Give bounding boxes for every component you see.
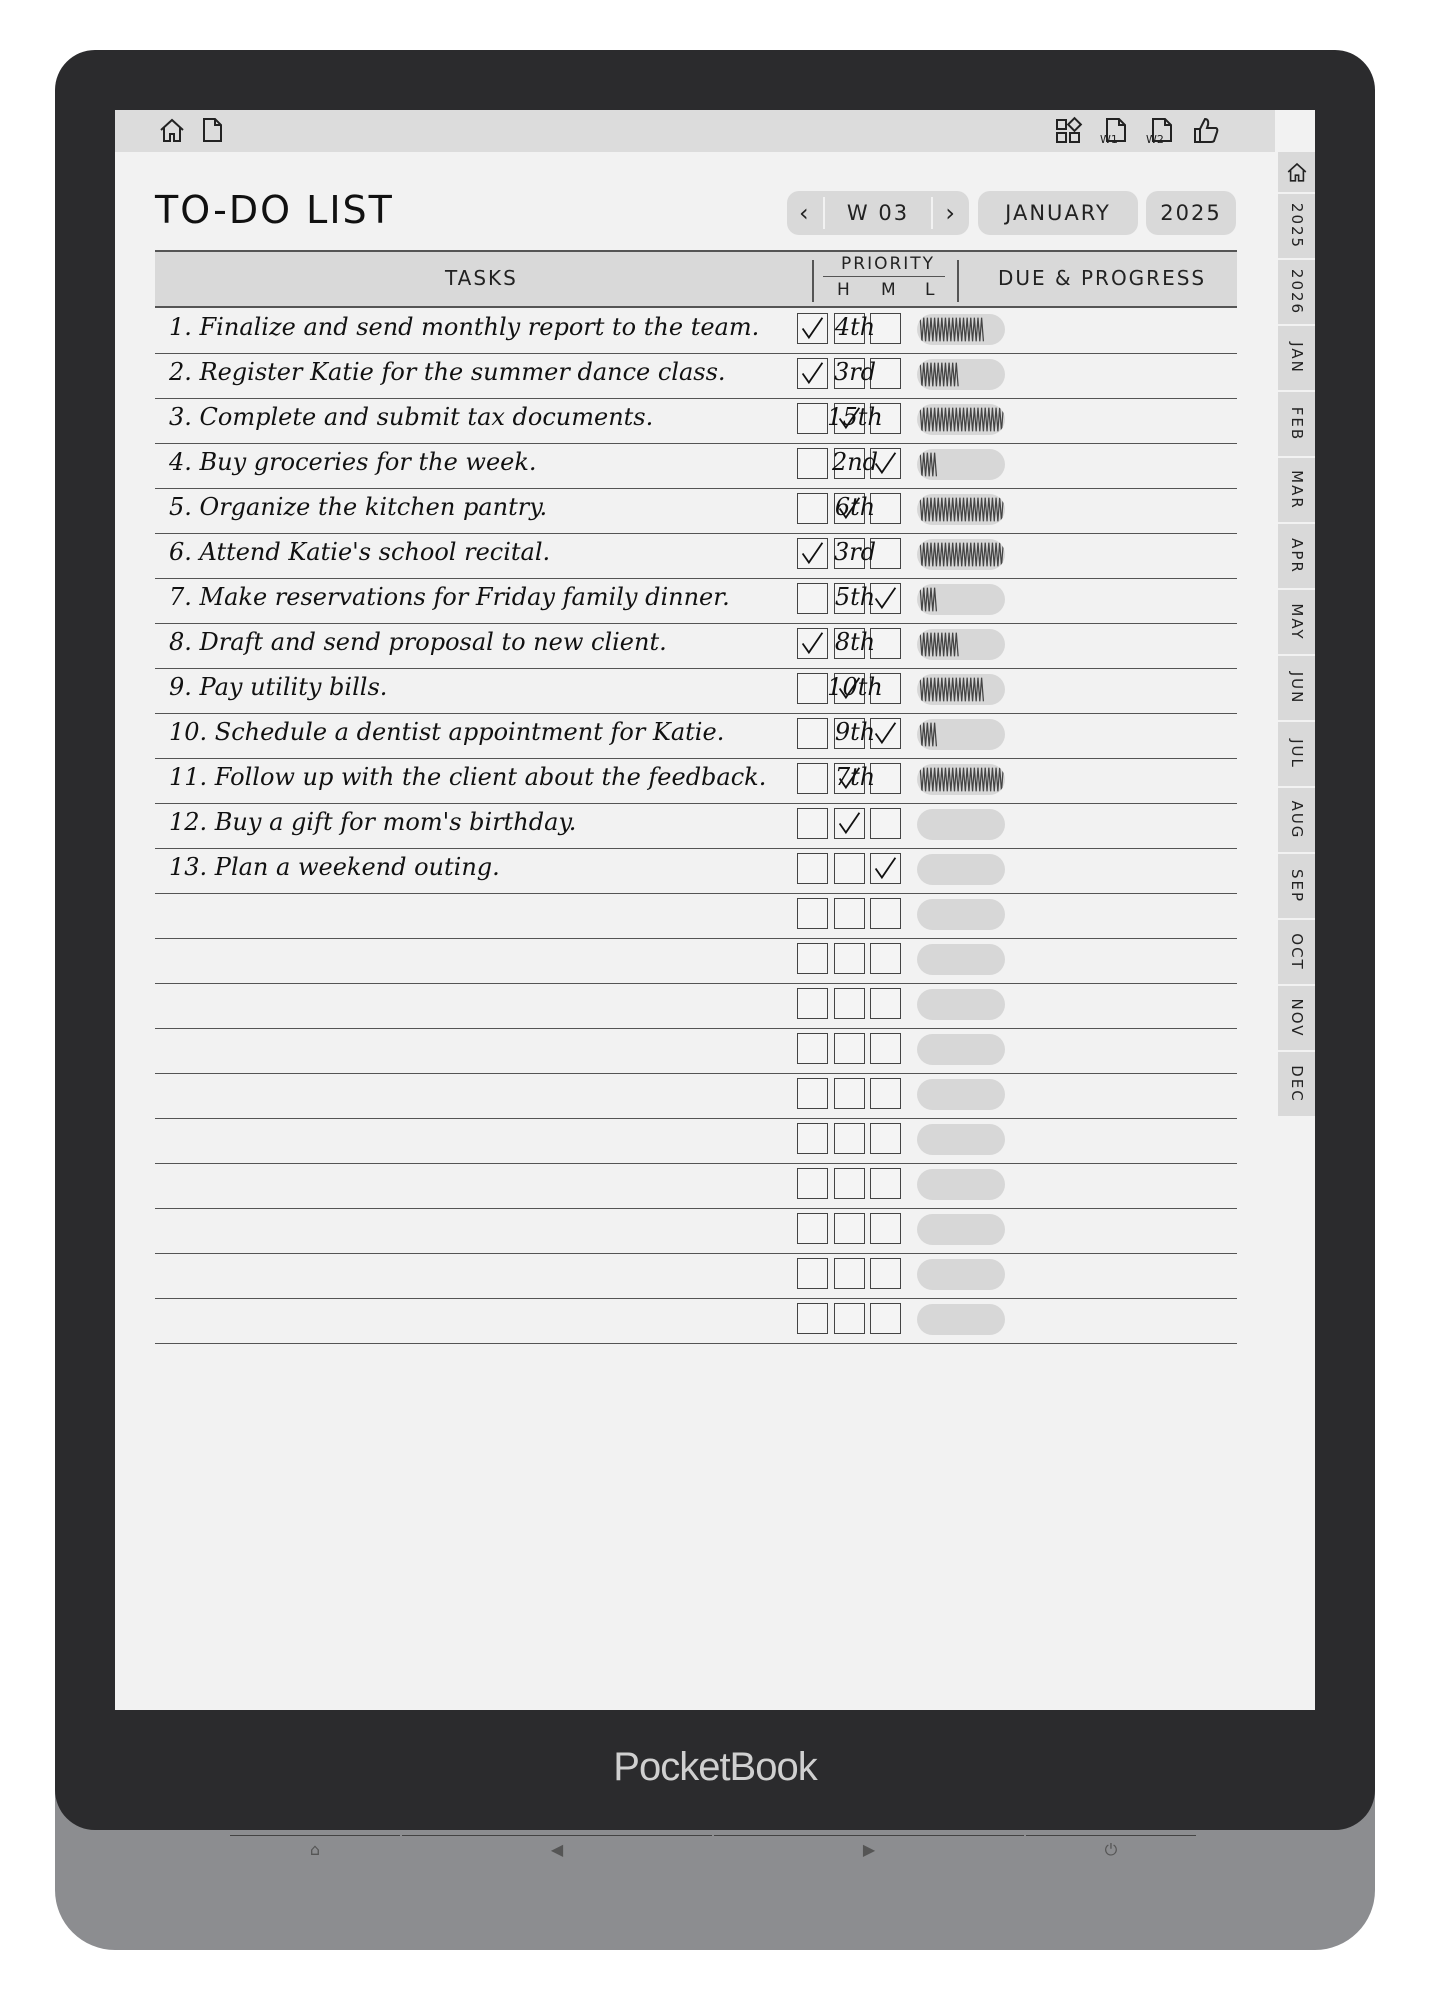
- thumbs-up-icon[interactable]: [1191, 115, 1221, 145]
- task-text[interactable]: 2. Register Katie for the summer dance class.: [169, 358, 726, 386]
- priority-l-checkbox[interactable]: [870, 943, 901, 974]
- table-row: [155, 983, 1237, 1029]
- priority-m-checkbox[interactable]: [834, 1303, 865, 1334]
- side-tab-label: MAY: [1287, 603, 1306, 641]
- priority-h-checkbox[interactable]: [797, 853, 828, 884]
- progress-fill: [917, 764, 1005, 795]
- due-progress-column-header: DUE & PROGRESS: [998, 266, 1207, 290]
- progress-bar[interactable]: [917, 1079, 1005, 1110]
- side-tab-label: FEB: [1287, 406, 1306, 442]
- priority-h-checkbox[interactable]: [797, 1078, 828, 1109]
- svg-text:W1: W1: [1100, 133, 1118, 145]
- table-row: [155, 893, 1237, 939]
- table-row: [155, 623, 1237, 669]
- side-tab-label: DEC: [1287, 1065, 1306, 1103]
- task-text[interactable]: 11. Follow up with the client about the feedback.: [169, 763, 767, 791]
- due-date[interactable]: 10th: [827, 673, 883, 701]
- due-date[interactable]: 3rd: [833, 358, 877, 386]
- progress-fill: [917, 629, 961, 660]
- hw-next-button[interactable]: ▶: [714, 1835, 1024, 1872]
- side-tab-bar: [1278, 152, 1315, 1710]
- week1-icon[interactable]: [1099, 115, 1129, 145]
- side-tab-label: JUN: [1287, 671, 1306, 705]
- progress-fill: [917, 674, 985, 705]
- task-text[interactable]: 10. Schedule a dentist appointment for Katie.: [169, 718, 725, 746]
- due-date[interactable]: 15th: [827, 403, 883, 431]
- progress-bar[interactable]: [917, 944, 1005, 975]
- table-row: [155, 1118, 1237, 1164]
- table-row: [155, 668, 1237, 714]
- priority-l-checkbox[interactable]: [870, 1168, 901, 1199]
- progress-fill: [917, 359, 961, 390]
- priority-m-checkbox[interactable]: [834, 1213, 865, 1244]
- prev-week-arrow-icon[interactable]: ‹: [799, 199, 811, 227]
- side-tab-nov[interactable]: [1278, 986, 1315, 1052]
- task-text[interactable]: 13. Plan a weekend outing.: [169, 853, 500, 881]
- priority-h-checkbox[interactable]: [797, 808, 828, 839]
- tasks-column-header: TASKS: [445, 266, 518, 290]
- side-tab-label: NOV: [1287, 998, 1306, 1038]
- side-tab-label: APR: [1287, 538, 1306, 574]
- week2-icon[interactable]: [1145, 115, 1175, 145]
- progress-bar[interactable]: [917, 1169, 1005, 1200]
- table-row: [155, 1028, 1237, 1074]
- progress-bar[interactable]: [917, 584, 1005, 615]
- divider: [931, 197, 933, 229]
- divider: [823, 276, 945, 277]
- week-label[interactable]: W 03: [846, 201, 910, 225]
- priority-l-checkbox[interactable]: [870, 988, 901, 1019]
- table-row: [155, 1073, 1237, 1119]
- priority-m-checkbox[interactable]: [834, 1033, 865, 1064]
- checkmark-icon: [872, 855, 899, 882]
- side-tab-feb[interactable]: [1278, 392, 1315, 458]
- progress-bar[interactable]: [917, 989, 1005, 1020]
- priority-m-checkbox[interactable]: [834, 898, 865, 929]
- progress-bar[interactable]: [917, 1214, 1005, 1245]
- priority-h-checkbox[interactable]: [797, 988, 828, 1019]
- progress-bar[interactable]: [917, 449, 1005, 480]
- divider: [812, 260, 814, 302]
- side-tab-2025[interactable]: [1278, 194, 1315, 260]
- svg-text:W2: W2: [1146, 133, 1164, 145]
- progress-bar[interactable]: [917, 764, 1005, 795]
- priority-h-checkbox[interactable]: [797, 943, 828, 974]
- priority-m-checkbox[interactable]: [834, 808, 865, 839]
- table-row: [155, 398, 1237, 444]
- priority-m-checkbox[interactable]: [834, 1258, 865, 1289]
- priority-column-header: PRIORITY: [841, 254, 936, 274]
- table-row: [155, 1163, 1237, 1209]
- table-row: [155, 533, 1237, 579]
- task-text[interactable]: 5. Organize the kitchen pantry.: [169, 493, 548, 521]
- grid-icon[interactable]: [1053, 115, 1083, 145]
- priority-m-header: M: [881, 280, 898, 300]
- priority-m-checkbox[interactable]: [834, 1078, 865, 1109]
- task-text[interactable]: 12. Buy a gift for mom's birthday.: [169, 808, 577, 836]
- top-toolbar: [115, 110, 1275, 152]
- priority-l-checkbox[interactable]: [870, 1213, 901, 1244]
- priority-m-checkbox[interactable]: [834, 1168, 865, 1199]
- due-date[interactable]: 8th: [834, 628, 876, 656]
- page-icon[interactable]: [197, 115, 227, 145]
- side-tab-2026[interactable]: [1278, 260, 1315, 326]
- priority-l-checkbox[interactable]: [870, 808, 901, 839]
- table-row: [155, 938, 1237, 984]
- priority-l-checkbox[interactable]: [870, 1123, 901, 1154]
- table-row: [155, 578, 1237, 624]
- priority-h-checkbox[interactable]: [797, 1033, 828, 1064]
- side-tab-oct[interactable]: [1278, 920, 1315, 986]
- priority-m-checkbox[interactable]: [834, 1123, 865, 1154]
- table-row: [155, 443, 1237, 489]
- progress-bar[interactable]: [917, 1259, 1005, 1290]
- priority-h-checkbox[interactable]: [797, 898, 828, 929]
- progress-bar[interactable]: [917, 359, 1005, 390]
- device-brand-logo: PocketBook: [613, 1745, 817, 1789]
- due-date[interactable]: 5th: [834, 583, 876, 611]
- priority-m-checkbox[interactable]: [834, 853, 865, 884]
- due-date[interactable]: 6th: [834, 493, 876, 521]
- progress-bar[interactable]: [917, 809, 1005, 840]
- week-selector: [787, 191, 969, 235]
- side-tab-may[interactable]: [1278, 590, 1315, 656]
- divider: [823, 197, 825, 229]
- side-tab-jun[interactable]: [1278, 656, 1315, 722]
- table-row: [155, 308, 1237, 354]
- table-row: [155, 713, 1237, 759]
- side-tab-mar[interactable]: [1278, 458, 1315, 524]
- priority-l-checkbox[interactable]: [870, 898, 901, 929]
- task-text[interactable]: 1. Finalize and send monthly report to the team.: [169, 313, 760, 341]
- side-tab-jan[interactable]: [1278, 326, 1315, 392]
- table-row: [155, 758, 1237, 804]
- home-icon[interactable]: [157, 115, 187, 145]
- table-header: [155, 250, 1237, 308]
- side-tab-jul[interactable]: [1278, 722, 1315, 788]
- side-tab-aug[interactable]: [1278, 788, 1315, 854]
- hw-home-button[interactable]: ⌂: [230, 1835, 400, 1872]
- progress-bar[interactable]: [917, 1124, 1005, 1155]
- hw-power-button[interactable]: ⏻: [1026, 1835, 1196, 1872]
- priority-l-checkbox[interactable]: [870, 1258, 901, 1289]
- task-text[interactable]: 7. Make reservations for Friday family dinner.: [169, 583, 730, 611]
- priority-l-checkbox[interactable]: [870, 1078, 901, 1109]
- table-row: [155, 353, 1237, 399]
- progress-bar[interactable]: [917, 539, 1005, 570]
- priority-l-header: L: [925, 280, 937, 300]
- year-pill[interactable]: 2025: [1146, 191, 1236, 235]
- side-tab-label: SEP: [1287, 868, 1306, 904]
- task-text[interactable]: 4. Buy groceries for the week.: [169, 448, 537, 476]
- priority-h-header: H: [837, 280, 852, 300]
- progress-bar[interactable]: [917, 494, 1005, 525]
- progress-bar[interactable]: [917, 629, 1005, 660]
- progress-fill: [917, 494, 1005, 525]
- progress-bar[interactable]: [917, 1304, 1005, 1335]
- side-tab-label: JUL: [1287, 739, 1306, 769]
- side-tab-label: OCT: [1287, 933, 1306, 971]
- side-tab-label: JAN: [1287, 342, 1306, 374]
- progress-fill: [917, 584, 939, 615]
- table-row: [155, 1253, 1237, 1299]
- side-tab-label: AUG: [1287, 800, 1306, 840]
- side-tab-label: MAR: [1287, 470, 1306, 510]
- task-text[interactable]: 9. Pay utility bills.: [169, 673, 388, 701]
- priority-h-checkbox[interactable]: [797, 1213, 828, 1244]
- priority-l-checkbox[interactable]: [870, 1303, 901, 1334]
- table-row: [155, 803, 1237, 849]
- priority-h-checkbox[interactable]: [797, 1258, 828, 1289]
- page-title: TO-DO LIST: [155, 188, 394, 232]
- progress-fill: [917, 539, 1005, 570]
- progress-fill: [917, 449, 939, 480]
- divider: [957, 260, 959, 302]
- side-tab-apr[interactable]: [1278, 524, 1315, 590]
- table-row: [155, 1208, 1237, 1254]
- due-date[interactable]: 9th: [834, 718, 876, 746]
- checkmark-icon: [836, 810, 863, 837]
- table-row: [155, 848, 1237, 894]
- table-row: [155, 1298, 1237, 1344]
- priority-m-checkbox[interactable]: [834, 943, 865, 974]
- progress-bar[interactable]: [917, 854, 1005, 885]
- progress-bar[interactable]: [917, 899, 1005, 930]
- side-home-tab[interactable]: [1278, 152, 1315, 194]
- month-pill[interactable]: JANUARY: [978, 191, 1138, 235]
- side-tab-sep[interactable]: [1278, 854, 1315, 920]
- screen: [115, 110, 1315, 1710]
- hw-prev-button[interactable]: ◀: [402, 1835, 712, 1872]
- task-text[interactable]: 3. Complete and submit tax documents.: [169, 403, 654, 431]
- progress-fill: [917, 314, 985, 345]
- progress-bar[interactable]: [917, 1034, 1005, 1065]
- progress-fill: [917, 404, 1005, 435]
- next-week-arrow-icon[interactable]: ›: [945, 199, 957, 227]
- table-row: [155, 488, 1237, 534]
- progress-bar[interactable]: [917, 674, 1005, 705]
- priority-h-checkbox[interactable]: [797, 1168, 828, 1199]
- progress-bar[interactable]: [917, 314, 1005, 345]
- progress-bar[interactable]: [917, 719, 1005, 750]
- task-text[interactable]: 8. Draft and send proposal to new client.: [169, 628, 667, 656]
- priority-l-checkbox[interactable]: [870, 1033, 901, 1064]
- due-date[interactable]: 3rd: [833, 538, 877, 566]
- priority-l-checkbox[interactable]: [870, 853, 901, 884]
- task-text[interactable]: 6. Attend Katie's school recital.: [169, 538, 551, 566]
- due-date[interactable]: 2nd: [831, 448, 879, 476]
- priority-h-checkbox[interactable]: [797, 1303, 828, 1334]
- due-date[interactable]: 4th: [834, 313, 876, 341]
- home-icon: [1285, 160, 1309, 184]
- side-tab-label: 2025: [1287, 202, 1306, 250]
- progress-bar[interactable]: [917, 404, 1005, 435]
- due-date[interactable]: 7th: [834, 763, 876, 791]
- side-tab-label: 2026: [1287, 268, 1306, 316]
- progress-fill: [917, 719, 939, 750]
- priority-m-checkbox[interactable]: [834, 988, 865, 1019]
- priority-h-checkbox[interactable]: [797, 1123, 828, 1154]
- side-tab-dec[interactable]: [1278, 1052, 1315, 1118]
